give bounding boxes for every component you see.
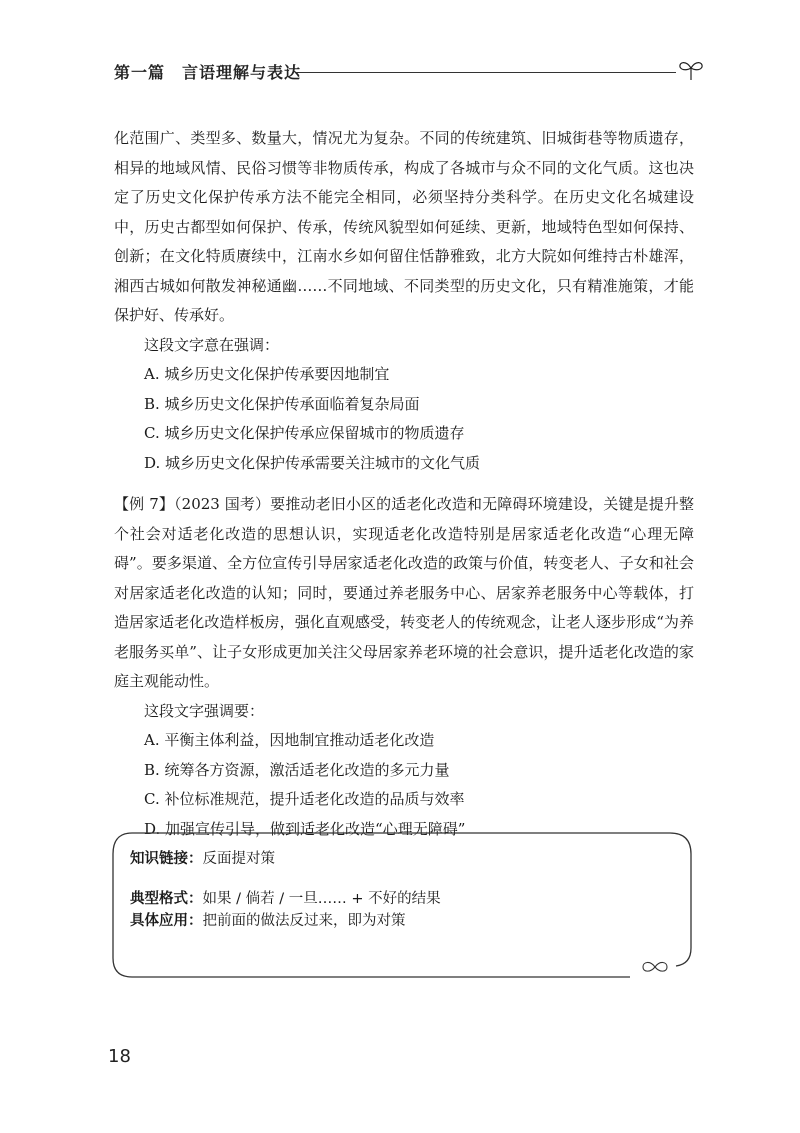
example7-option-a: A. 平衡主体利益，因地制宜推动适老化改造 xyxy=(144,731,435,749)
knowledge-link-row xyxy=(130,848,670,870)
page-number: 18 xyxy=(108,1046,131,1067)
double-leaf-icon xyxy=(640,958,670,976)
knowledge-box-content xyxy=(130,848,670,932)
chapter-title: 第一篇 言语理解与表达 xyxy=(114,63,302,82)
typical-format-value: 如果 / 倘若 / 一旦…… + 不好的结果 xyxy=(202,891,441,907)
page-body xyxy=(114,124,694,844)
specific-usage-row xyxy=(130,910,670,932)
specific-usage-label: 具体应用： xyxy=(130,913,203,929)
example6-option-d: D. 城乡历史文化保护传承需要关注城市的文化气质 xyxy=(144,453,481,472)
sprout-leaf-icon xyxy=(676,58,706,82)
example6-question: 这段文字意在强调： xyxy=(144,335,280,354)
example6-passage: 化范围广、类型多、数量大，情况尤为复杂。不同的传统建筑、旧城街巷等物质遗存，相异的地域风情、民俗习惯等非物质传承，构成了各城市与众不同的文化气质。这也决定了历史文化保护传承方法不能完全相同，必须坚持分类科学。在历史文化名城建设中，历史古都型如何保护、传承，传统风貌型如何延续、更新，地域特色型如何保持、创新；在文化特质赓续中，江南水乡如何留住恬静雅致，北方大院如何维持古朴雄浑，湘西古城如何散发神秘通幽……不同地域、不同类型的历史文化，只有精准施策，才能保护好、传承好。 xyxy=(114,129,694,324)
example6-option-c: C. 城乡历史文化保护传承应保留城市的物质遗存 xyxy=(144,424,465,442)
typical-format-label: 典型格式： xyxy=(130,891,203,907)
example6-option-a: A. 城乡历史文化保护传承要因地制宜 xyxy=(144,365,390,383)
running-header xyxy=(114,58,704,88)
example6-option-b: B. 城乡历史文化保护传承面临着复杂局面 xyxy=(144,394,420,413)
example7-option-b: B. 统筹各方资源，激活适老化改造的多元力量 xyxy=(144,760,450,779)
example7-passage: 要推动老旧小区的适老化改造和无障碍环境建设，关键是提升整个社会对适老化改造的思想认识，实现适老化改造特别是居家适老化改造“心理无障碍”。要多渠道、全方位宣传引导居家适老化改造的政策与价值，转变老人、子女和社会对居家适老化改造的认知；同时，要通过养老服务中心、居家养老服务中心等载体，打造居家适老化改造样板房，强化直观感受，转变老人的传统观念，让老人逐步形成“为养老服务买单”、让子女形成更加关注父母居家养老环境的社会意识，提升适老化改造的家庭主观能动性。 xyxy=(114,495,694,690)
knowledge-link-value: 反面提对策 xyxy=(202,851,275,867)
example7-option-d: D. 加强宣传引导，做到适老化改造“心理无障碍” xyxy=(144,819,466,838)
typical-format-row xyxy=(130,888,670,910)
knowledge-link-box xyxy=(110,830,694,980)
knowledge-link-label: 知识链接： xyxy=(130,851,203,867)
example7-question: 这段文字强调要： xyxy=(144,701,265,720)
example7-passage-block xyxy=(114,490,694,697)
example7-option-c: C. 补位标准规范，提升适老化改造的品质与效率 xyxy=(144,790,465,808)
example7-label: 【例 7】（2023 国考） xyxy=(114,495,271,513)
specific-usage-value: 把前面的做法反过来，即为对策 xyxy=(202,913,406,929)
header-rule xyxy=(296,72,676,73)
